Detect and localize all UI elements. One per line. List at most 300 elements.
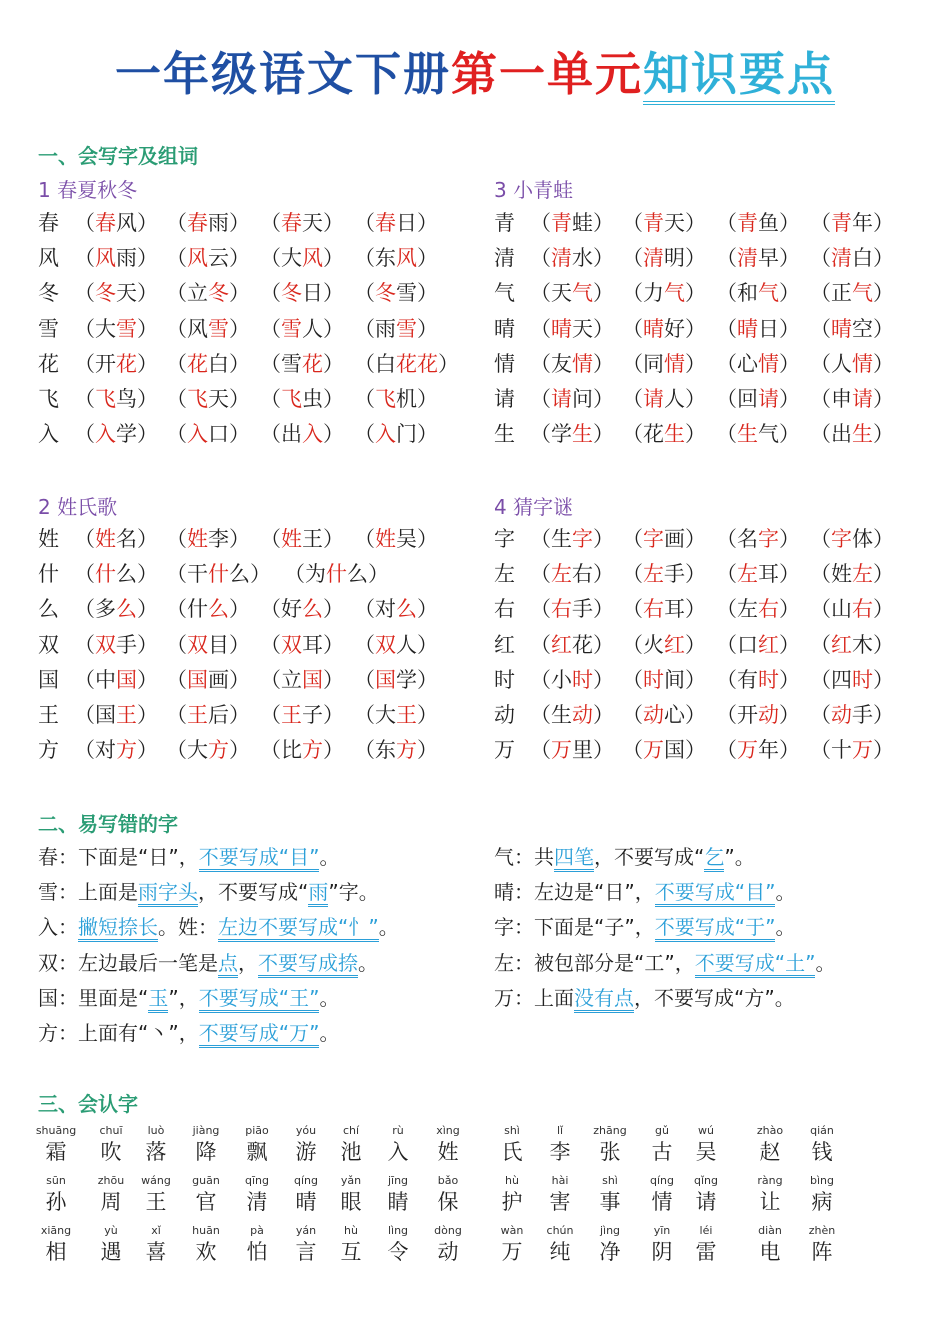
word-entry	[166, 206, 250, 241]
bracket: ）	[417, 316, 438, 341]
bracket: ）	[438, 351, 459, 376]
word-entry	[260, 241, 344, 276]
bracket: （	[716, 562, 737, 587]
note-text: ”。	[724, 845, 755, 869]
word-row	[494, 347, 914, 382]
bracket: （	[530, 597, 551, 622]
bracket: （	[622, 562, 643, 587]
note-text: ”，	[168, 985, 199, 1010]
bracket: ）	[229, 702, 250, 727]
word-part: 干	[187, 562, 208, 587]
word-entry	[716, 522, 800, 557]
error-note	[38, 1016, 478, 1051]
word-part: 机	[396, 386, 417, 411]
bracket: ）	[685, 281, 706, 306]
word-part: 雪	[281, 351, 302, 376]
hanzi: 怕	[246, 1240, 268, 1264]
head-char: 国	[38, 667, 59, 692]
word-entry	[74, 522, 158, 557]
hanzi: 入	[387, 1140, 409, 1164]
word-part: 口	[208, 422, 229, 447]
word-entry	[354, 733, 438, 768]
target-char: 花	[302, 351, 323, 376]
pinyin: xǐ	[151, 1224, 161, 1237]
word-row	[494, 663, 914, 698]
bracket: ）	[229, 667, 250, 692]
bracket: ）	[137, 386, 158, 411]
bracket: ）	[685, 562, 706, 587]
target-char: 情	[758, 351, 779, 376]
hanzi: 钱	[811, 1140, 833, 1164]
bracket: （	[166, 281, 187, 306]
bracket: （	[260, 702, 281, 727]
note-text: 。	[319, 845, 340, 869]
bracket: ）	[873, 351, 894, 376]
head-char: 王	[38, 702, 59, 727]
pinyin: hù	[505, 1174, 519, 1187]
hanzi: 氏	[501, 1140, 523, 1164]
pinyin: zhōu	[97, 1174, 125, 1187]
bracket: ）	[873, 597, 894, 622]
word-part: 李	[208, 527, 229, 551]
bracket: ）	[779, 316, 800, 341]
target-char: 字	[643, 527, 664, 551]
bracket: （	[716, 702, 737, 727]
underlined-text: 不要写成“目”	[199, 845, 320, 872]
bracket: （	[166, 527, 187, 551]
target-char: 生	[572, 422, 593, 447]
bracket: （	[810, 281, 831, 306]
hanzi: 请	[695, 1190, 717, 1214]
head-char: 红	[494, 632, 515, 657]
target-char: 冬	[281, 281, 302, 306]
word-part: 好	[664, 316, 685, 341]
bracket: ）	[417, 281, 438, 306]
word-row	[38, 557, 458, 592]
hanzi: 清	[246, 1190, 268, 1214]
pinyin-char	[32, 1124, 80, 1166]
bracket: ）	[229, 527, 250, 551]
pinyin: wàn	[500, 1224, 524, 1237]
note-text: 。	[815, 950, 836, 975]
pinyin-char	[536, 1124, 584, 1166]
head-char: 双	[38, 632, 59, 657]
word-entry	[622, 347, 706, 382]
errors-left	[38, 840, 478, 1051]
word-part: 日	[302, 281, 323, 306]
note-text: 。	[775, 880, 796, 905]
word-entry	[74, 628, 158, 663]
target-char: 姓	[281, 527, 302, 551]
target-char: 入	[302, 422, 323, 447]
word-part: 心	[737, 351, 758, 376]
hanzi: 护	[501, 1190, 523, 1214]
word-entry	[74, 347, 158, 382]
word-entry	[530, 522, 614, 557]
hanzi: 落	[145, 1140, 167, 1164]
bracket: ）	[229, 632, 250, 657]
word-part: 开	[737, 702, 758, 727]
word-row	[494, 241, 914, 276]
word-row	[38, 733, 458, 768]
word-entry	[810, 312, 894, 347]
word-entry	[530, 698, 614, 733]
section-heading-recognize: 三、会认字	[38, 1092, 138, 1116]
bracket: ）	[417, 527, 438, 551]
pinyin: xìng	[436, 1124, 460, 1137]
hanzi: 周	[100, 1190, 122, 1214]
word-part: 子	[302, 702, 323, 727]
hanzi: 阴	[651, 1240, 673, 1264]
word-part: 鱼	[758, 211, 779, 235]
note-text: 雪：上面是	[38, 880, 138, 905]
note-text: 。	[358, 950, 378, 975]
head-char: 动	[494, 702, 515, 727]
pinyin-char	[746, 1224, 794, 1266]
word-part: 雨	[375, 316, 396, 341]
target-char: 时	[852, 667, 873, 692]
pinyin: piāo	[245, 1124, 269, 1137]
target-char: 雪	[116, 316, 137, 341]
bracket: （	[74, 422, 95, 447]
bracket: ）	[323, 738, 344, 763]
word-part: 云	[208, 246, 229, 271]
target-char: 万	[551, 738, 572, 763]
word-entry	[74, 276, 158, 311]
head-char: 么	[38, 597, 59, 622]
word-entry	[716, 276, 800, 311]
bracket: ）	[593, 667, 614, 692]
word-entry	[166, 312, 250, 347]
title-part-2: 第一单元	[451, 47, 643, 101]
target-char: 姓	[95, 527, 116, 551]
bracket: ）	[873, 211, 894, 235]
word-row	[38, 522, 458, 557]
bracket: （	[530, 667, 551, 692]
word-row	[38, 347, 458, 382]
word-part: 花	[643, 422, 664, 447]
bracket: （	[354, 211, 375, 235]
word-part: 四	[831, 667, 852, 692]
pinyin-char	[638, 1124, 686, 1166]
target-char: 雪	[396, 316, 417, 341]
bracket: ）	[323, 386, 344, 411]
target-char: 冬	[208, 281, 229, 306]
word-part: 大	[187, 738, 208, 763]
pinyin: lìng	[387, 1224, 409, 1237]
word-part: 白	[375, 351, 396, 376]
bracket: ）	[323, 667, 344, 692]
target-char: 晴	[643, 316, 664, 341]
bracket: ）	[873, 316, 894, 341]
pinyin: rù	[392, 1124, 404, 1137]
pinyin-char	[798, 1224, 846, 1266]
bracket: ）	[417, 422, 438, 447]
pinyin-char	[746, 1174, 794, 1216]
target-char: 春	[187, 211, 208, 235]
bracket: （	[810, 211, 831, 235]
word-entry	[622, 241, 706, 276]
bracket: ）	[229, 738, 250, 763]
word-part: 人	[831, 351, 852, 376]
bracket: （	[530, 351, 551, 376]
underlined-text: 没有点	[574, 986, 634, 1013]
target-char: 姓	[187, 527, 208, 551]
bracket: （	[810, 597, 831, 622]
target-char: 左	[852, 562, 873, 587]
word-entry	[716, 347, 800, 382]
word-part: 日	[758, 316, 779, 341]
hanzi: 万	[501, 1240, 523, 1264]
word-row	[494, 628, 914, 663]
word-entry	[260, 382, 344, 417]
note-text: 方：上面有“丶”，	[38, 1020, 199, 1045]
bracket: （	[74, 246, 95, 271]
bracket: （	[622, 597, 643, 622]
bracket: （	[166, 738, 187, 763]
bracket: （	[622, 667, 643, 692]
pinyin-char	[132, 1124, 180, 1166]
hanzi: 王	[145, 1190, 167, 1214]
pinyin: hài	[551, 1174, 569, 1187]
word-part: 后	[208, 702, 229, 727]
hanzi: 电	[759, 1240, 781, 1264]
head-char: 情	[494, 351, 515, 376]
word-entry	[622, 628, 706, 663]
word-row	[38, 698, 458, 733]
bracket: （	[716, 527, 737, 551]
bracket: （	[530, 246, 551, 271]
bracket: （	[530, 562, 551, 587]
word-part: 体	[852, 527, 873, 551]
underlined-text: 不要写成“目”	[655, 880, 776, 907]
bracket: （	[166, 351, 187, 376]
word-part: 耳	[758, 562, 779, 587]
bracket: ）	[685, 527, 706, 551]
hanzi: 古	[651, 1140, 673, 1164]
note-text: ”字。	[328, 880, 379, 905]
hanzi: 让	[759, 1190, 781, 1214]
bracket: （	[354, 246, 375, 271]
word-part: 友	[551, 351, 572, 376]
bracket: ）	[137, 351, 158, 376]
target-char: 方	[396, 738, 417, 763]
target-char: 风	[302, 246, 323, 271]
word-entry	[622, 733, 706, 768]
word-entry	[716, 417, 800, 452]
word-entry	[530, 382, 614, 417]
word-entry	[354, 592, 438, 627]
word-part: 生	[551, 527, 572, 551]
word-part: 白	[208, 351, 229, 376]
word-entry	[166, 557, 271, 592]
target-char: 双	[187, 632, 208, 657]
bracket: ）	[323, 351, 344, 376]
target-char: 字	[572, 527, 593, 551]
hanzi: 吹	[100, 1140, 122, 1164]
target-char: 双	[95, 632, 116, 657]
bracket: ）	[873, 632, 894, 657]
word-part: 天	[302, 211, 323, 235]
word-part: 木	[852, 632, 873, 657]
word-entry	[810, 733, 894, 768]
word-part: 小	[551, 667, 572, 692]
word-part: 么	[116, 562, 137, 587]
bracket: ）	[593, 316, 614, 341]
bracket: ）	[779, 386, 800, 411]
word-entry	[530, 663, 614, 698]
bracket: ）	[229, 211, 250, 235]
target-char: 红	[831, 632, 852, 657]
bracket: （	[260, 316, 281, 341]
word-entry	[284, 557, 389, 592]
target-char: 什	[326, 562, 347, 587]
bracket: ）	[779, 246, 800, 271]
head-char: 春	[38, 211, 59, 235]
hanzi: 吴	[695, 1140, 717, 1164]
target-char: 青	[831, 211, 852, 235]
pinyin: hù	[344, 1224, 358, 1237]
pinyin-char	[87, 1124, 135, 1166]
hanzi: 张	[599, 1140, 621, 1164]
word-entry	[354, 417, 438, 452]
bracket: （	[716, 316, 737, 341]
word-part: 风	[116, 211, 137, 235]
bracket: ）	[873, 527, 894, 551]
pinyin: bǎo	[437, 1174, 459, 1187]
target-char: 双	[375, 632, 396, 657]
word-part: 里	[572, 738, 593, 763]
pinyin: yīn	[653, 1224, 671, 1237]
word-part: 国	[664, 738, 685, 763]
word-part: 画	[664, 527, 685, 551]
word-part: 人	[302, 316, 323, 341]
word-entry	[622, 276, 706, 311]
word-part: 么	[229, 562, 250, 587]
word-row	[494, 698, 914, 733]
word-entry	[716, 382, 800, 417]
bracket: （	[166, 667, 187, 692]
hanzi: 阵	[811, 1240, 833, 1264]
word-part: 雪	[396, 281, 417, 306]
bracket: ）	[685, 667, 706, 692]
target-char: 王	[187, 702, 208, 727]
bracket: ）	[417, 702, 438, 727]
hanzi: 孙	[45, 1190, 67, 1214]
bracket: ）	[323, 527, 344, 551]
bracket: ）	[873, 422, 894, 447]
bracket: （	[810, 738, 831, 763]
bracket: （	[354, 527, 375, 551]
bracket: （	[530, 702, 551, 727]
word-entry	[354, 382, 438, 417]
word-entry	[530, 417, 614, 452]
word-entry	[260, 663, 344, 698]
bracket: ）	[779, 422, 800, 447]
bracket: （	[166, 316, 187, 341]
word-entry	[354, 276, 438, 311]
word-part: 同	[643, 351, 664, 376]
bracket: （	[810, 632, 831, 657]
bracket: （	[74, 667, 95, 692]
title-part-3: 知识要点	[643, 47, 835, 105]
underlined-text: 不要写成“王”	[199, 986, 320, 1013]
bracket: ）	[323, 316, 344, 341]
word-entry	[74, 312, 158, 347]
bracket: ）	[779, 351, 800, 376]
bracket: （	[74, 597, 95, 622]
hanzi: 睛	[387, 1190, 409, 1214]
note-text: 气：共	[494, 845, 554, 869]
head-char: 飞	[38, 386, 59, 411]
target-char: 情	[852, 351, 873, 376]
bracket: （	[810, 667, 831, 692]
pinyin-char	[638, 1224, 686, 1266]
hanzi: 情	[651, 1190, 673, 1214]
head-char: 左	[494, 562, 515, 587]
bracket: （	[810, 386, 831, 411]
pinyin-row	[36, 1174, 916, 1224]
lesson-heading: 2 姓氏歌	[38, 495, 118, 519]
bracket: ）	[137, 281, 158, 306]
bracket: ）	[417, 597, 438, 622]
pinyin-char	[536, 1174, 584, 1216]
bracket: ）	[229, 316, 250, 341]
target-char: 生	[664, 422, 685, 447]
bracket: ）	[137, 738, 158, 763]
target-char: 入	[187, 422, 208, 447]
target-char: 晴	[737, 316, 758, 341]
bracket: ）	[873, 246, 894, 271]
pinyin-char	[327, 1224, 375, 1266]
bracket: （	[74, 351, 95, 376]
word-part: 好	[281, 597, 302, 622]
word-entry	[166, 241, 250, 276]
word-entry	[810, 382, 894, 417]
hanzi: 池	[340, 1140, 362, 1164]
word-part: 回	[737, 386, 758, 411]
word-part: 画	[208, 667, 229, 692]
word-entry	[530, 592, 614, 627]
bracket: ）	[137, 422, 158, 447]
pinyin-char	[682, 1124, 730, 1166]
target-char: 王	[281, 702, 302, 727]
word-entry	[354, 663, 438, 698]
word-part: 什	[187, 597, 208, 622]
target-char: 气	[852, 281, 873, 306]
pinyin: yù	[104, 1224, 118, 1237]
pinyin: lǐ	[556, 1124, 564, 1137]
bracket: ）	[779, 738, 800, 763]
pinyin-char	[327, 1174, 375, 1216]
bracket: ）	[368, 562, 389, 587]
word-part: 手	[664, 562, 685, 587]
bracket: （	[74, 738, 95, 763]
pinyin: shuāng	[35, 1124, 77, 1137]
bracket: ）	[137, 667, 158, 692]
head-char: 姓	[38, 527, 59, 551]
word-part: 火	[643, 632, 664, 657]
word-entry	[810, 241, 894, 276]
word-entry	[354, 312, 438, 347]
bracket: ）	[779, 597, 800, 622]
note-text: ，不要写成“方”。	[634, 985, 795, 1010]
pinyin: jìng	[599, 1224, 621, 1237]
bracket: ）	[685, 211, 706, 235]
pinyin-char	[132, 1174, 180, 1216]
pinyin-char	[374, 1224, 422, 1266]
bracket: ）	[593, 422, 614, 447]
